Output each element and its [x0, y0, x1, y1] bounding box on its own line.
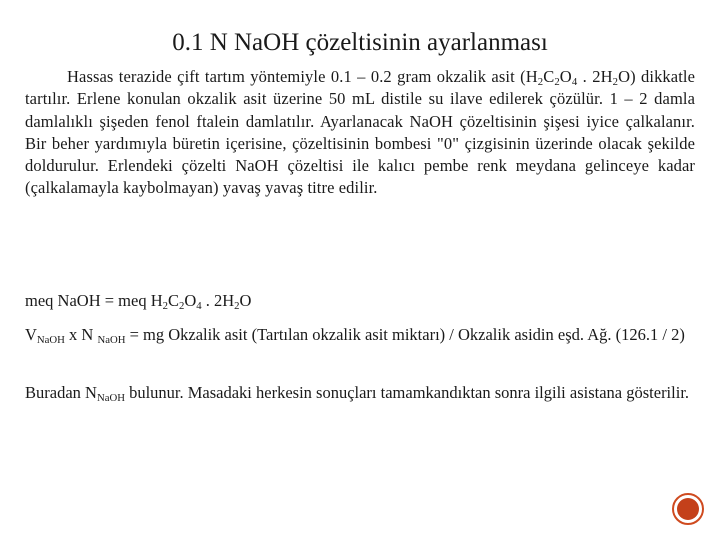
circle-button-icon[interactable]: [672, 493, 704, 525]
circle-button-inner: [677, 498, 699, 520]
page-title: 0.1 N NaOH çözeltisinin ayarlanması: [172, 29, 548, 56]
conclusion-text: Buradan $N_{NaOH}$ bulunur. Masadaki herkesin sonuçları tamamkandıktan sonra ilgili asistana gösterilir.: [25, 383, 690, 404]
top-bar: [0, 0, 720, 3]
procedure-paragraph: Hassas terazide çift tartım yöntemiyle 0.1 – 0.2 gram okzalik asit ($H_2C_2O_4$ . $2H_2O$) dikkatle tartılır. Erlene konulan okzalik asit üzerine 50 mL distile su ilave edilerek çözülür. 1 – 2 damla damlalıklı şişeden fenol ftalein damlatılır. Ayarlanacak NaOH çözeltisinin şişesi iyice çalkalanır. Bir beher yardımıyla büretin içerisine, çözeltisinin bombesi "0" çizgisinin üzerinde olacak şekilde doldurulur. Erlendeki çözelti NaOH çözeltisi ile kalıcı pembe renk meydana gelinceye kadar (çalkalamayla kaybolmayan) yavaş yavaş titre edilir.: [25, 67, 695, 198]
calculation-formula: $V_{NaOH}$ x N $_{NaOH}$ = mg Okzalik asit (Tartılan okzalik asit miktarı) / Okzalik asidin eşd. Ağ. (126.1 / 2): [25, 325, 685, 346]
equivalence-formula: meq NaOH = meq $H_2C_2O_4$ . $2H_2O$: [25, 291, 252, 312]
